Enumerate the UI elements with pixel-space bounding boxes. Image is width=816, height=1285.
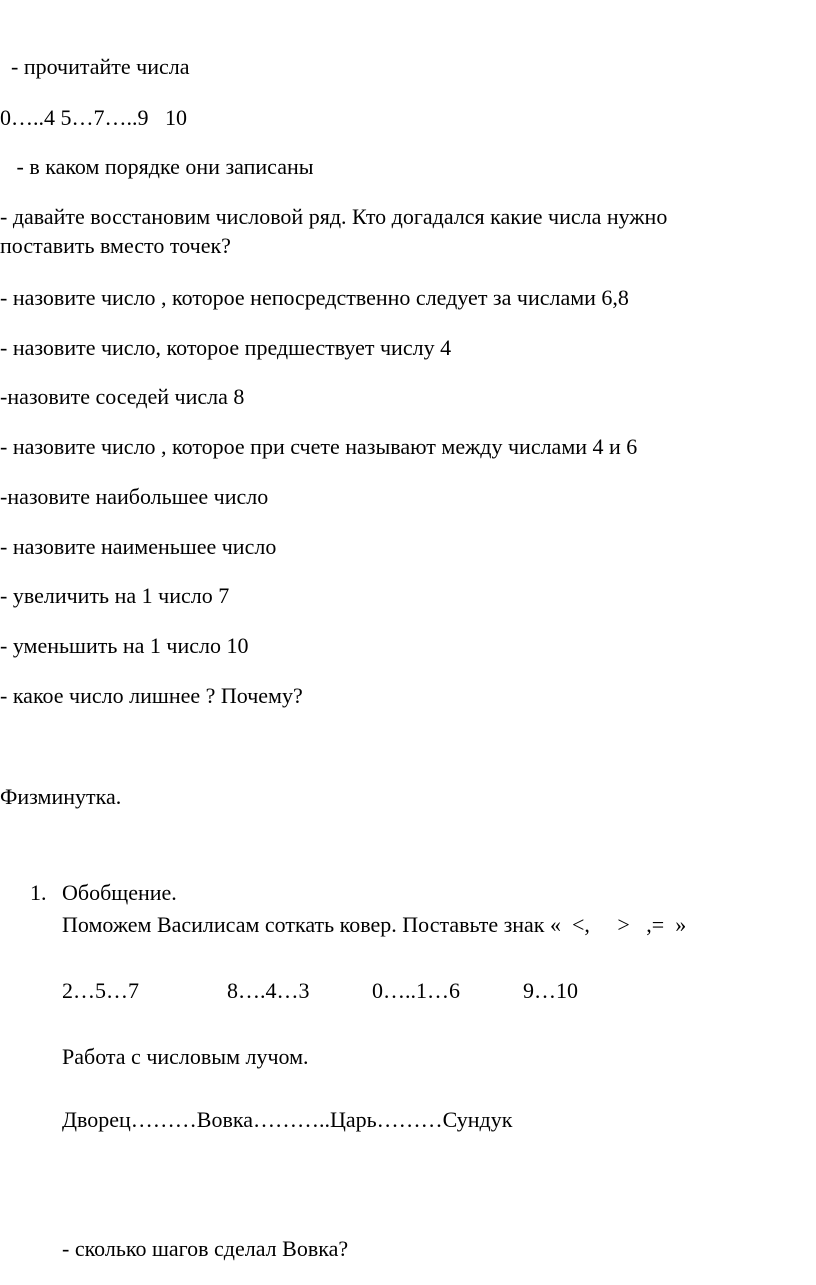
text-number-ray-line: Дворец………Вовка………..Царь………Сундук [62, 1107, 513, 1132]
text-number-row: 0…..4 5…7…..9 10 [0, 105, 187, 130]
expression-4: 9…10 [523, 978, 578, 1003]
text-restore-line-1: - давайте восстановим числовой ряд. Кто догадался какие числа нужно [0, 204, 668, 229]
expression-1: 2…5…7 [62, 978, 139, 1003]
text-steps-question: - сколько шагов сделал Вовка? [62, 1236, 349, 1261]
text-physical-break: Физминутка. [0, 784, 122, 809]
list-marker: 1. [30, 880, 47, 905]
expression-3: 0…..1…6 [372, 978, 460, 1003]
text-before-4: - назовите число, которое предшествует числу 4 [0, 335, 452, 360]
text-carpet-task: Поможем Василисам соткать ковер. Поставьте знак « <, > ,= » [62, 912, 687, 937]
text-increase-7: - увеличить на 1 число 7 [0, 583, 230, 608]
text-neighbors-8: -назовите соседей числа 8 [0, 384, 245, 409]
text-restore-line-2: поставить вместо точек? [0, 233, 231, 258]
text-between-4-6: - назовите число , которое при счете называют между числами 4 и 6 [0, 434, 638, 459]
text-read-numbers: - прочитайте числа [0, 54, 190, 79]
text-decrease-10: - уменьшить на 1 число 10 [0, 633, 249, 658]
generalization-heading: Обобщение. [62, 880, 177, 905]
text-extra-number: - какое число лишнее ? Почему? [0, 683, 303, 708]
text-after-6-8: - назовите число , которое непосредственно следует за числами 6,8 [0, 285, 629, 310]
text-number-ray-title: Работа с числовым лучом. [62, 1044, 309, 1069]
text-smallest: - назовите наименьшее число [0, 534, 277, 559]
text-order-question: - в каком порядке они записаны [0, 154, 314, 179]
expression-2: 8….4…3 [227, 978, 310, 1003]
text-largest: -назовите наибольшее число [0, 484, 269, 509]
